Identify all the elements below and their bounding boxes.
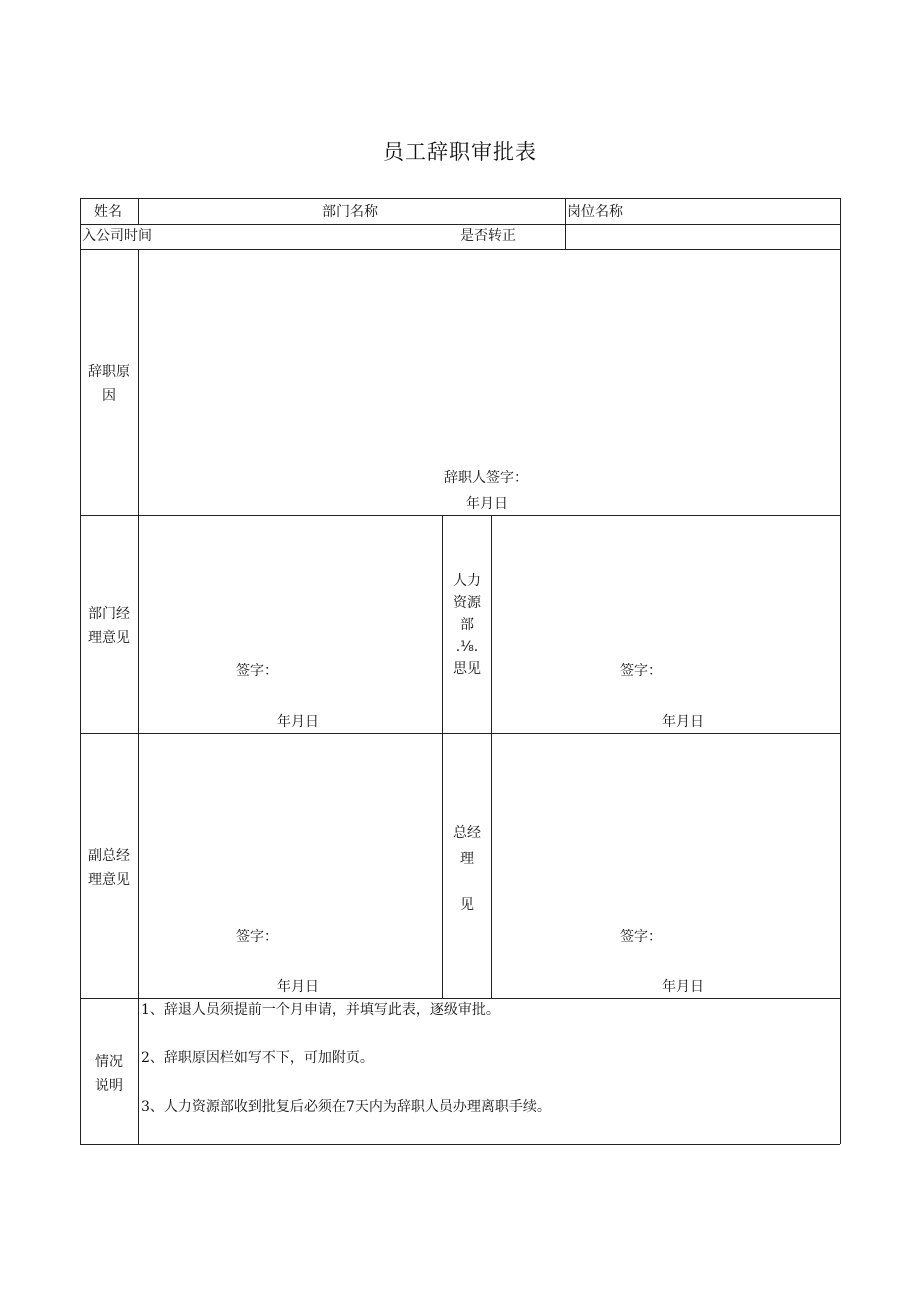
vice-gm-date-label: 年月日 <box>277 979 319 995</box>
reason-date-label: 年月日 <box>466 496 508 512</box>
label-column-divider <box>138 198 139 224</box>
dept-manager-opinion-label: 部门经 理意见 <box>88 606 130 646</box>
gm-opinion-label: 总经 理 见 <box>453 825 481 913</box>
gm-date-label: 年月日 <box>662 979 704 995</box>
hr-opinion-label: 人力 资源 部 .⅛. 思见 <box>453 573 481 677</box>
table-border-bottom <box>80 1144 840 1145</box>
table-border-right <box>840 198 841 1144</box>
post-label: 岗位名称 <box>567 204 623 220</box>
join-date-label: 入公司时间 <box>82 228 152 244</box>
department-label: 部门名称 <box>322 204 378 220</box>
hr-signature-label: 签字： <box>620 663 662 679</box>
page-title: 员工辞职审批表 <box>383 140 537 164</box>
table-border-left <box>80 198 81 1144</box>
name-label: 姓名 <box>94 204 122 220</box>
vice-gm-signature-label: 签字： <box>236 929 278 945</box>
notes-label: 情况 说明 <box>95 1054 123 1094</box>
row-divider <box>80 733 840 734</box>
dept-manager-signature-label: 签字： <box>236 663 278 679</box>
dept-manager-date-label: 年月日 <box>277 714 319 730</box>
note-item: 1、辞退人员须提前一个月申请，并填写此表，逐级审批。 <box>141 1002 500 1018</box>
label-column-divider <box>138 249 139 1144</box>
row-divider <box>80 224 840 225</box>
reason-label: 辞职原 因 <box>88 364 130 404</box>
resigner-signature-label: 辞职人签字： <box>444 470 528 486</box>
vice-gm-opinion-label: 副总经 理意见 <box>88 848 130 888</box>
regularized-label: 是否转正 <box>460 228 516 244</box>
post-column-divider <box>565 198 566 249</box>
note-item: 3、人力资源部收到批复后必须在7天内为辞职人员办理离职手续。 <box>141 1099 551 1115</box>
gm-signature-label: 签字： <box>620 929 662 945</box>
table-border-top <box>80 198 840 199</box>
row-divider <box>80 249 840 250</box>
row-divider <box>80 998 840 999</box>
hr-date-label: 年月日 <box>662 714 704 730</box>
row-divider <box>80 515 840 516</box>
note-item: 2、辞职原因栏如写不下，可加附页。 <box>141 1050 374 1066</box>
opinion-column-divider <box>491 515 492 998</box>
